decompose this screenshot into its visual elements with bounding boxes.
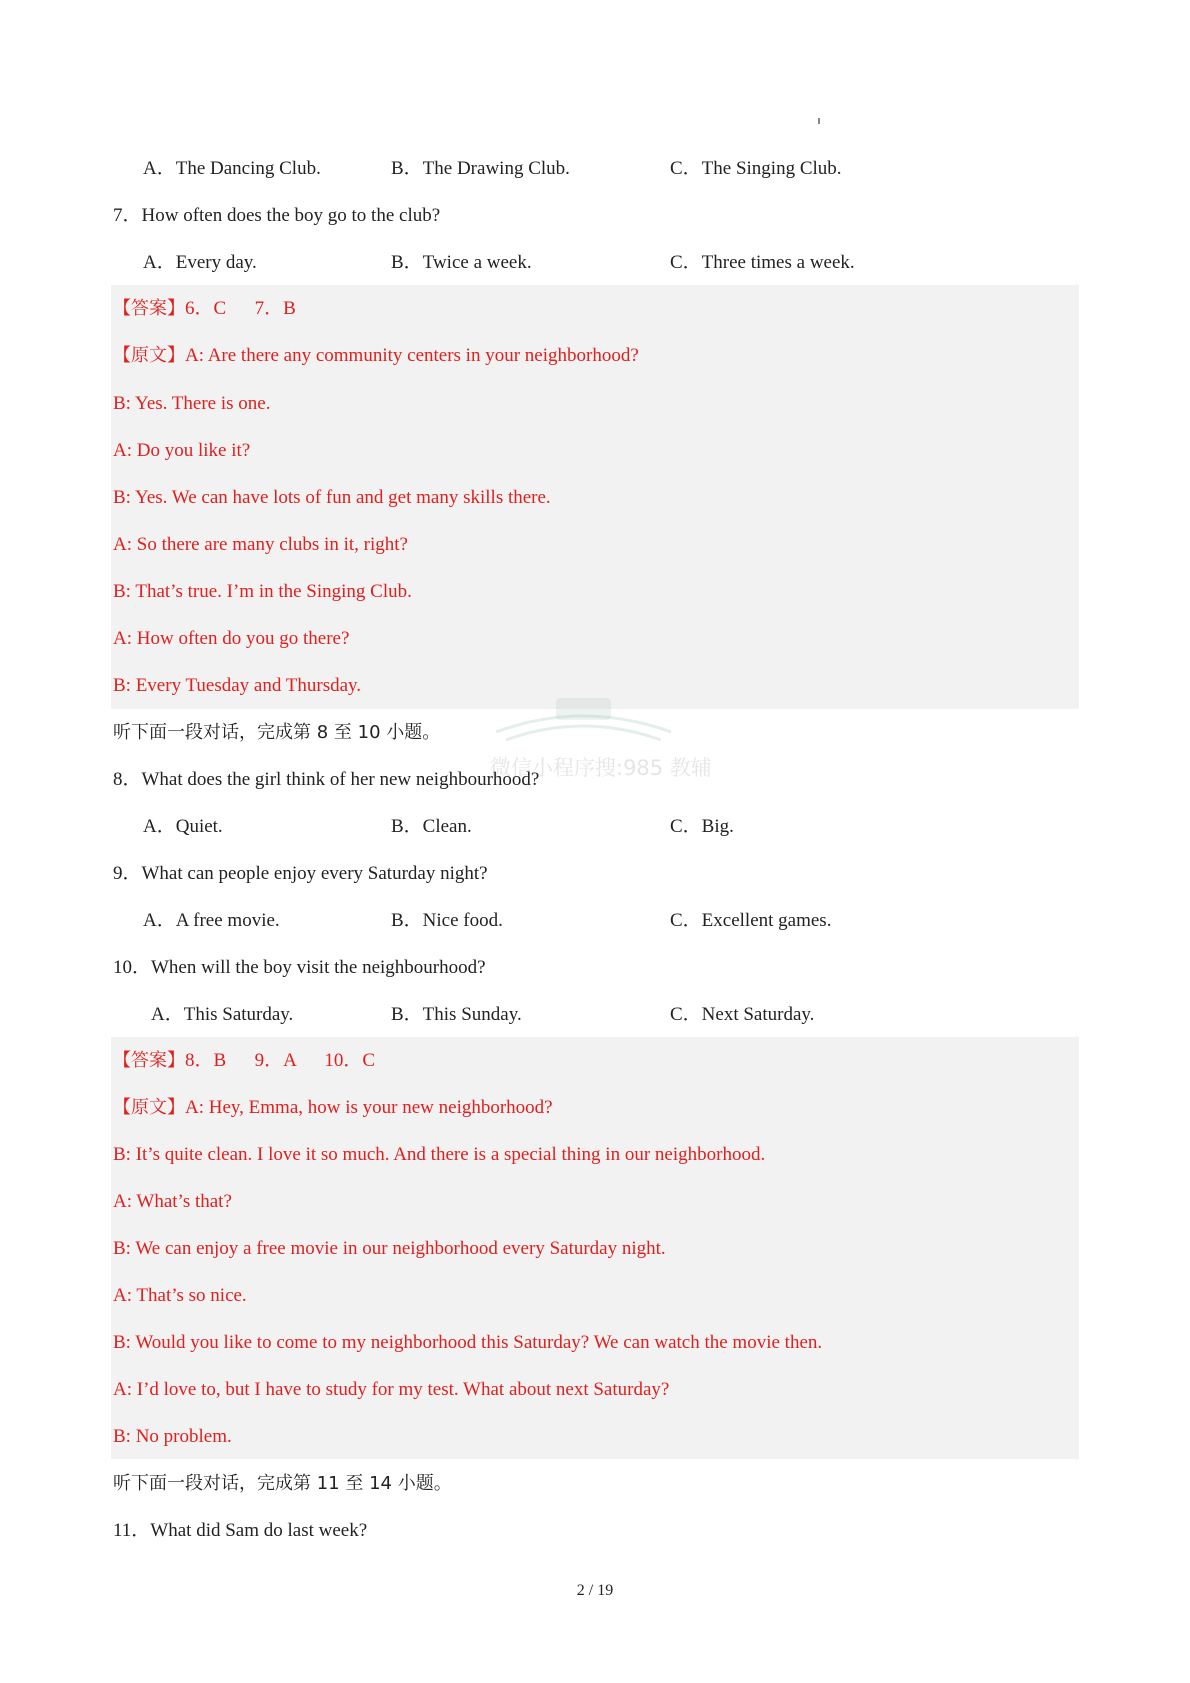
script-2-line: B: We can enjoy a free movie in our neighborhood every Saturday night.	[113, 1238, 666, 1259]
answer-1-text: 6．C 7．B	[185, 298, 296, 319]
script-2-tag: 【原文】	[113, 1097, 185, 1118]
q7-option-a: A．Every day.	[143, 252, 257, 273]
q9-option-a: A．A free movie.	[143, 910, 280, 931]
q6-option-b: B．The Drawing Club.	[391, 158, 570, 179]
q8-option-a: A．Quiet.	[143, 816, 223, 837]
q10-option-c: C．Next Saturday.	[670, 1004, 815, 1025]
script-2-first-line	[113, 1096, 553, 1120]
script-1-line: B: Yes. We can have lots of fun and get many skills there.	[113, 487, 551, 508]
script-2-line: A: That’s so nice.	[113, 1285, 247, 1306]
q8-option-c: C．Big.	[670, 816, 734, 837]
q10-option-b: B．This Sunday.	[391, 1004, 522, 1025]
script-2-line: A: What’s that?	[113, 1191, 232, 1212]
script-1-first-line	[113, 344, 639, 368]
script-2-line: A: I’d love to, but I have to study for my test. What about next Saturday?	[113, 1379, 670, 1400]
script-1-line: B: Yes. There is one.	[113, 393, 271, 414]
script-2-line: B: Would you like to come to my neighborhood this Saturday? We can watch the movie then.	[113, 1332, 823, 1353]
script-2-line: B: No problem.	[113, 1426, 232, 1447]
q6-option-a: A．The Dancing Club.	[143, 158, 321, 179]
answer-1-tag: 【答案】	[113, 298, 185, 319]
watermark-logo-icon	[486, 690, 681, 750]
q7-option-b: B．Twice a week.	[391, 252, 532, 273]
q9-stem: 9．What can people enjoy every Saturday night?	[113, 863, 488, 884]
q8-option-b: B．Clean.	[391, 816, 472, 837]
script-1-line: A: How often do you go there?	[113, 628, 350, 649]
script-1-line: B: Every Tuesday and Thursday.	[113, 675, 362, 696]
section-3-intro: 听下面一段对话，完成第 11 至 14 小题。	[113, 1473, 452, 1494]
page-number: 2 / 19	[576, 1582, 614, 1599]
script-1-line: A: So there are many clubs in it, right?	[113, 534, 408, 555]
answer-1-line	[113, 297, 296, 321]
script-1-tag: 【原文】	[113, 345, 185, 366]
script-2-first-text: A: Hey, Emma, how is your new neighborhood?	[185, 1097, 553, 1118]
watermark-text: 微信小程序搜:985 教辅	[490, 756, 712, 780]
script-2-line: B: It’s quite clean. I love it so much. And there is a special thing in our neighborhood.	[113, 1144, 766, 1165]
q7-stem: 7．How often does the boy go to the club?	[113, 205, 441, 226]
q7-option-c: C．Three times a week.	[670, 252, 855, 273]
answer-2-tag: 【答案】	[113, 1050, 185, 1071]
q9-option-c: C．Excellent games.	[670, 910, 832, 931]
answer-2-text: 8．B 9．A 10．C	[185, 1050, 376, 1071]
section-2-intro: 听下面一段对话，完成第 8 至 10 小题。	[113, 722, 441, 743]
script-1-first-text: A: Are there any community centers in your neighborhood?	[185, 345, 639, 366]
q6-option-c: C．The Singing Club.	[670, 158, 842, 179]
q8-stem: 8．What does the girl think of her new neighbourhood?	[113, 769, 540, 790]
q9-option-b: B．Nice food.	[391, 910, 503, 931]
answer-2-line	[113, 1049, 375, 1073]
q11-stem: 11．What did Sam do last week?	[113, 1520, 368, 1541]
scan-mark	[818, 118, 820, 124]
q10-option-a: A．This Saturday.	[151, 1004, 294, 1025]
q10-stem: 10．When will the boy visit the neighbourhood?	[113, 957, 486, 978]
script-1-line: B: That’s true. I’m in the Singing Club.	[113, 581, 412, 602]
script-1-line: A: Do you like it?	[113, 440, 251, 461]
